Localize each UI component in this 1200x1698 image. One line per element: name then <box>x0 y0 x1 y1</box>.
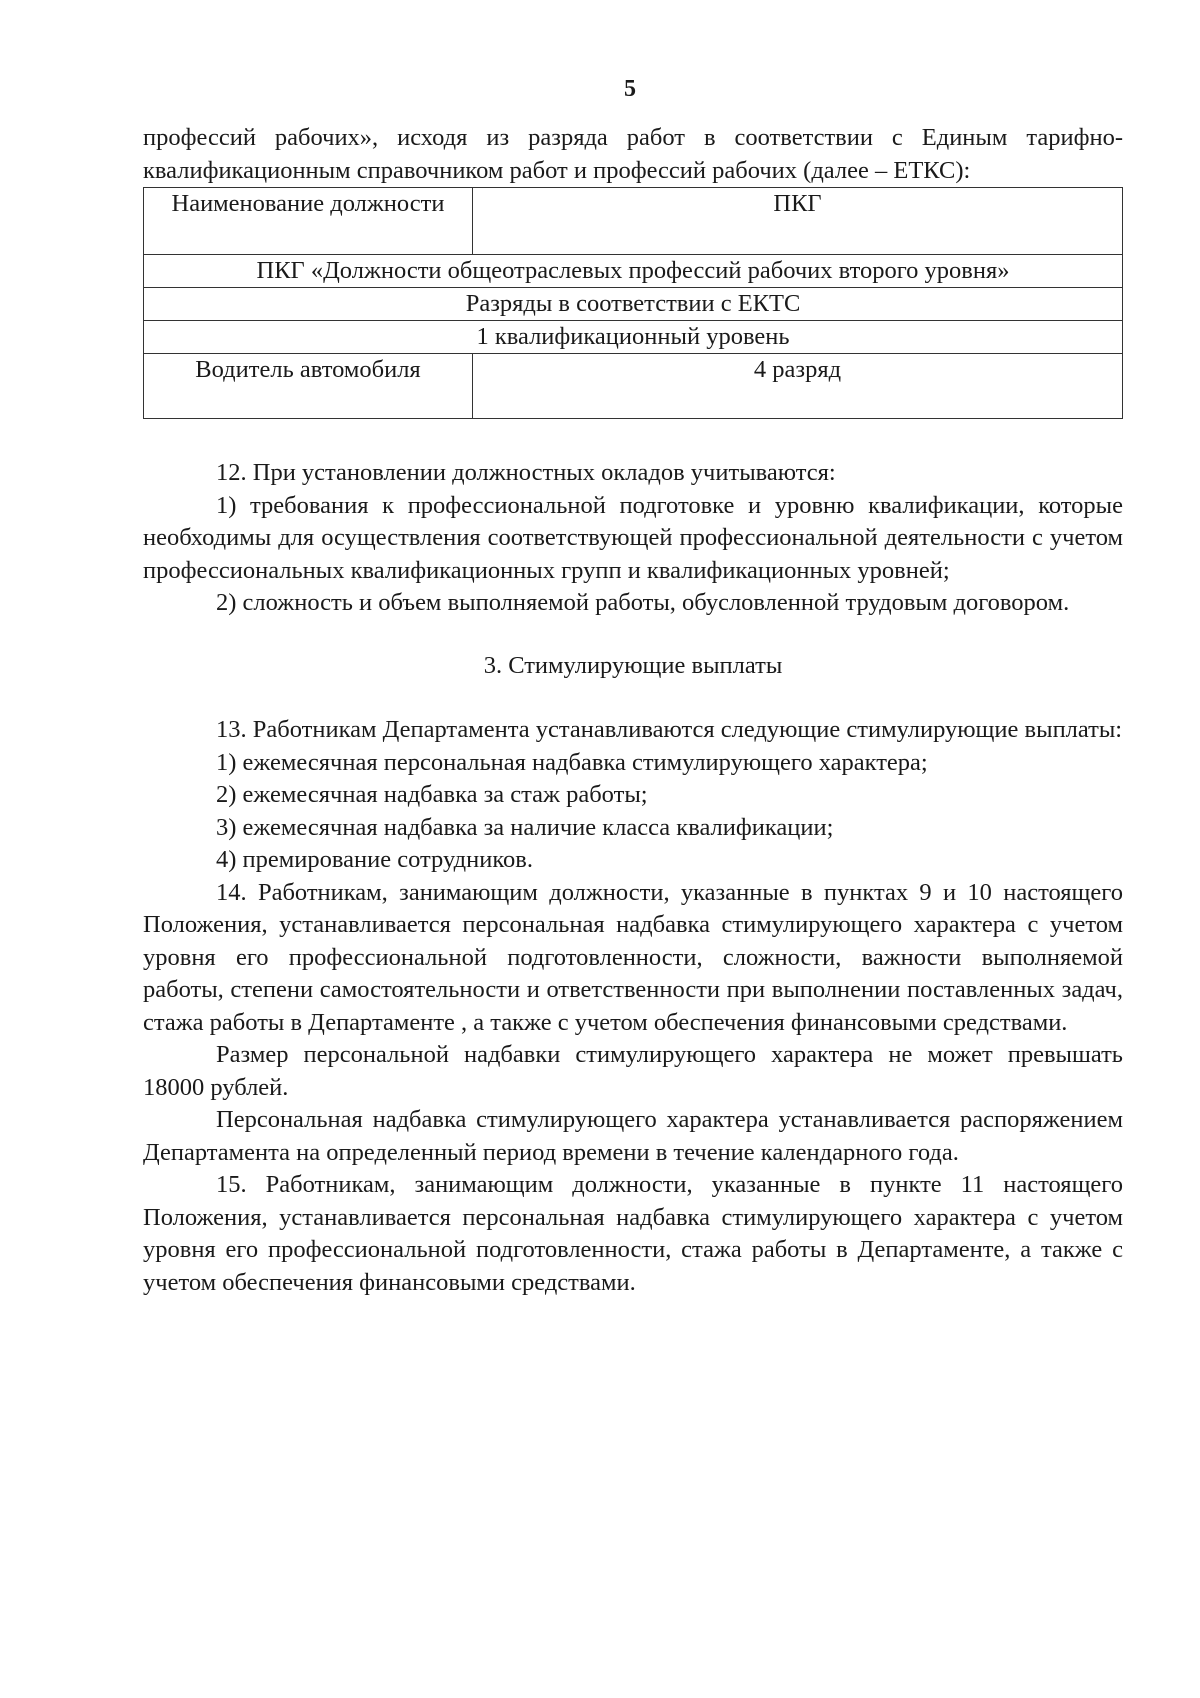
section-title: 3. Стимулирующие выплаты <box>483 651 783 679</box>
table-subheader-row <box>144 288 1123 321</box>
page-number: 5 <box>624 76 636 102</box>
header-pkg: ПКГ <box>473 188 1123 255</box>
table-level-row <box>144 321 1123 354</box>
paragraph-13-1: 1) ежемесячная персональная надбавка стимулирующего характера; <box>216 748 928 776</box>
header-position: Наименование должности <box>144 188 473 255</box>
paragraph-15: 15. Работникам, занимающим должности, указанные в пункте 11 настоящего Положения, устанавливается персональная надбавка стимулирующего характера с учетом уровня его профессиональной подготовленности, стажа работы в Департаменте, а также с учетом обеспечения финансовыми средствами. <box>143 1171 1123 1296</box>
grade-cell: 4 разряд <box>473 354 1123 419</box>
paragraph-14-order: Персональная надбавка стимулирующего характера устанавливается распоряжением Департамента на определенный период времени в течение календарного года. <box>143 1106 1123 1166</box>
paragraph-13: 13. Работникам Департамента устанавливаются следующие стимулирующие выплаты: <box>216 716 1123 743</box>
document-body <box>143 122 1123 1299</box>
paragraph-12-2: 2) сложность и объем выполняемой работы, обусловленной трудовым договором. <box>216 589 1070 616</box>
group-cell: ПКГ «Должности общеотраслевых профессий рабочих второго уровня» <box>144 255 1123 288</box>
position-cell: Водитель автомобиля <box>144 354 473 419</box>
paragraph-12-1: 1) требования к профессиональной подготовке и уровню квалификации, которые необходимы для осуществления соответствующей профессиональной деятельности с учетом профессиональных квалификационных групп и квалификационных уровней; <box>143 491 1123 584</box>
paragraph-13-2: 2) ежемесячная надбавка за стаж работы; <box>216 781 648 808</box>
subheader-cell: Разряды в соответствии с ЕКТС <box>144 288 1123 321</box>
table-header-row <box>144 188 1123 255</box>
intro-paragraph: профессий рабочих», исходя из разряда работ в соответствии с Единым тарифно-квалификационным справочником работ и профессий рабочих (далее – ЕТКС): <box>143 124 1123 184</box>
paragraph-13-3: 3) ежемесячная надбавка за наличие класса квалификации; <box>216 813 834 841</box>
paragraph-12: 12. При установлении должностных окладов учитываются: <box>216 459 836 486</box>
table-row <box>144 354 1123 419</box>
level-cell: 1 квалификационный уровень <box>144 321 1123 354</box>
paragraph-13-4: 4) премирование сотрудников. <box>216 846 533 873</box>
paragraph-14-size: Размер персональной надбавки стимулирующего характера не может превышать 18000 рублей. <box>143 1041 1123 1101</box>
table-group-row <box>144 255 1123 288</box>
paragraph-14: 14. Работникам, занимающим должности, указанные в пунктах 9 и 10 настоящего Положения, устанавливается персональная надбавка стимулирующего характера с учетом уровня его профессиональной подготовленности, сложности, важности выполняемой работы, степени самостоятельности и ответственности при выполнении поставленных задач, стажа работы в Департаменте , а также с учетом обеспечения финансовыми средствами. <box>143 878 1123 1036</box>
etks-table <box>143 187 1123 419</box>
